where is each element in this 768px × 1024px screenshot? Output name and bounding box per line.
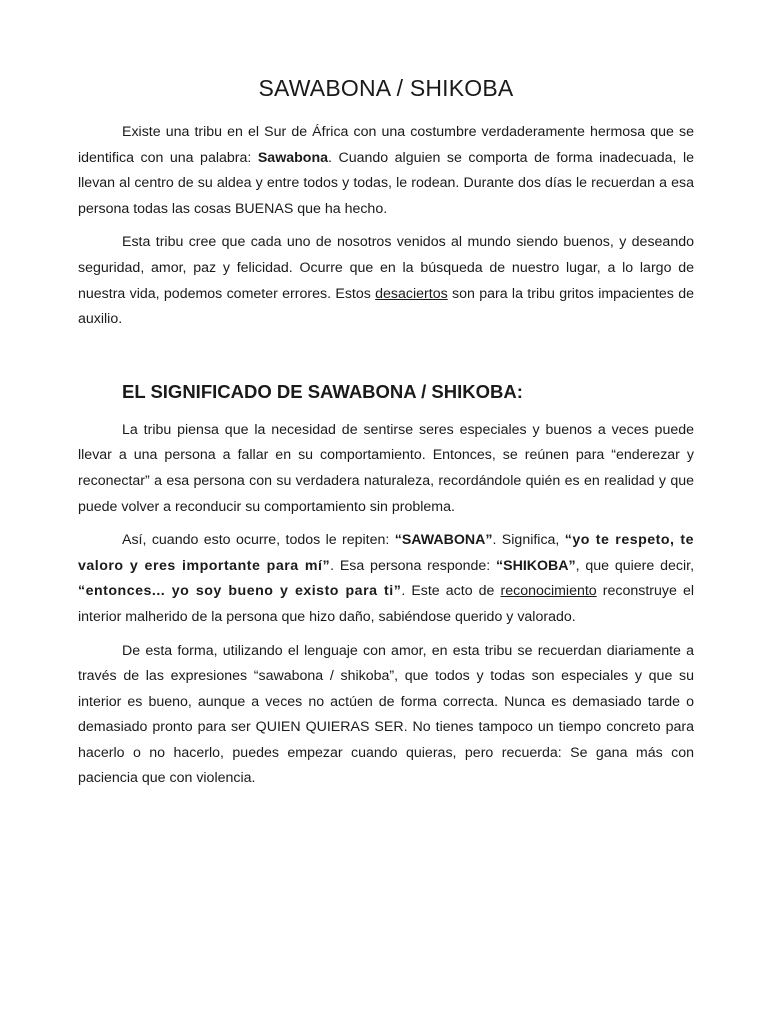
paragraph-intro [78, 120, 694, 222]
paragraph-text: son para la tribu gritos impacientes de auxilio. [78, 285, 694, 328]
paragraph-text: . Esa persona responde: [330, 557, 497, 574]
paragraph-text: . Este acto de [401, 583, 501, 600]
paragraph-belief [78, 230, 694, 332]
paragraph-text: , que quiere decir, [575, 557, 695, 574]
paragraph-text: . Cuando alguien se comporta de forma inadecuada, le llevan al centro de su aldea y entre todos y todas, le rodean. Durante dos días le recuerdan a esa persona todas las cosas BUENAS que ha hecho. [78, 149, 694, 217]
paragraph-text: reconstruye el interior malherido de la persona que hizo daño, sabiéndose querido y valorado. [78, 583, 694, 625]
paragraph-text: La tribu piensa que la necesidad de sentirse seres especiales y buenos a veces puede llevar a una persona a fallar en su comportamiento. Entonces, se reúnen para “enderezar y reconectar” a esa persona con su verdadera naturaleza, recordándole quién es en realidad y que puede volver a reconducir su comportamiento sin problema. [78, 421, 694, 515]
paragraph-text: Existe una tribu en el Sur de África con una costumbre verdaderamente hermosa que se identifica con una palabra: [78, 124, 694, 166]
paragraph-closing [78, 639, 694, 793]
paragraph-ritual [78, 528, 694, 630]
document-page [78, 0, 694, 792]
underlined-term-reconocimiento: reconocimiento [500, 583, 597, 600]
paragraph-text: De esta forma, utilizando el lenguaje con amor, en esta tribu se recuerdan diariamente a través de las expresiones “sawabona / shikoba”, que todos y todas son especiales y que su interior es bueno, aunque a veces no actúen de forma correcta. Nunca es demasiado tarde o demasiado pronto para ser QUIEN QUIERAS SER. No tienes tampoco un tiempo concreto para hacerlo o no hacerlo, puedes empezar cuando quieras, pero recuerda: Se gana más con paciencia que con violencia. [78, 642, 694, 787]
document-title: SAWABONA / SHIKOBA [258, 75, 514, 101]
paragraph-meaning [78, 418, 694, 520]
paragraph-text: . Significa, [492, 532, 565, 549]
bold-term-shikoba-quote: “SHIKOBA” [496, 557, 576, 574]
bold-term-sawabona: Sawabona [257, 149, 329, 166]
paragraph-text: Así, cuando esto ocurre, todos le repiten: [122, 532, 395, 549]
bold-phrase-respect: “yo te respeto, te valoro y eres importante para mí” [78, 532, 694, 574]
underlined-term-desaciertos: desaciertos [375, 285, 448, 302]
bold-phrase-reply: “entonces... yo soy bueno y existo para ti” [78, 583, 402, 600]
bold-term-sawabona-quote: “SAWABONA” [394, 532, 493, 549]
section-heading: EL SIGNIFICADO DE SAWABONA / SHIKOBA: [122, 380, 523, 402]
paragraph-text: Esta tribu cree que cada uno de nosotros venidos al mundo siendo buenos, y deseando seguridad, amor, paz y felicidad. Ocurre que en la búsqueda de nuestro lugar, a lo largo de nuestra vida, podemos cometer errores. Estos [78, 234, 694, 302]
